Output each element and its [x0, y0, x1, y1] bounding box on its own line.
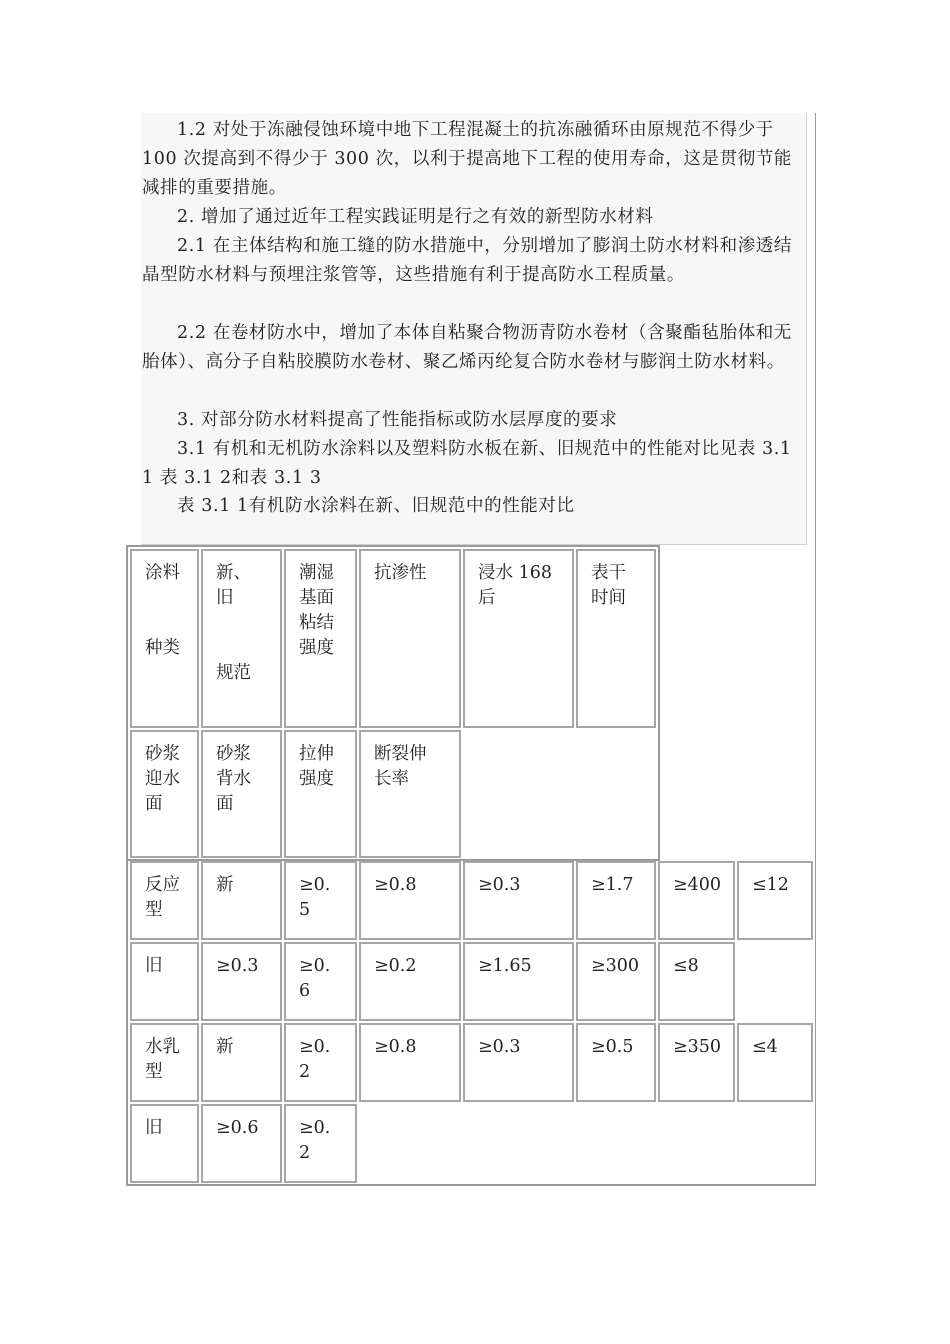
- cell-text: ≥0.2: [299, 1118, 331, 1163]
- table-cell: ≥0.8: [359, 861, 461, 940]
- header-tensile-strength: [284, 730, 357, 858]
- cell-text: ≥0.5: [299, 875, 331, 920]
- paragraph-2: 2. 增加了通过近年工程实践证明是行之有效的新型防水材料: [177, 207, 654, 227]
- table-cell: [130, 861, 199, 940]
- table-cell: ≥0.8: [359, 1023, 461, 1102]
- paragraph-3-1: 3.1 有机和无机防水涂料以及塑料防水板在新、旧规范中的性能对比见表 3.1 1 表 3.1 2和表 3.1 3: [142, 439, 792, 488]
- header-wet-bond-strength: [284, 549, 357, 728]
- table-cell: 旧: [130, 1104, 199, 1183]
- header-impermeability: 抗渗性: [359, 549, 461, 728]
- table-cell: 新: [201, 861, 282, 940]
- header-surface-dry-time: [576, 549, 656, 728]
- cell-text: ≥0.6: [299, 956, 331, 1001]
- header-elongation-at-break: [359, 730, 461, 858]
- table-cell: ≥0.3: [201, 942, 282, 1021]
- table-cell: [284, 1104, 357, 1183]
- header-coating-type: 涂料 种类: [130, 549, 199, 728]
- header-mortar-back-water-text: 砂浆背水面: [216, 744, 251, 814]
- table-cell: ≥0.3: [463, 861, 574, 940]
- header-mortar-facing-water: [130, 730, 199, 858]
- header-new-old-spec: 新、旧 规范: [201, 549, 282, 728]
- table-cell: ≥400: [658, 861, 735, 940]
- header-elongation-at-break-text: 断裂伸长率: [374, 744, 427, 789]
- table-cell: ≤4: [737, 1023, 813, 1102]
- cell-text: ≥0.2: [299, 1037, 331, 1082]
- paragraph-2-2: 2.2 在卷材防水中，增加了本体自粘聚合物沥青防水卷材（含聚酯毡胎体和无胎体）、高分子自粘胶膜防水卷材、聚乙烯丙纶复合防水卷材与膨润土防水材料。: [142, 323, 792, 372]
- table-cell: ≥0.3: [463, 1023, 574, 1102]
- table-caption: 表 3.1 1有机防水涂料在新、旧规范中的性能对比: [177, 496, 575, 516]
- table-cell: [284, 1023, 357, 1102]
- table-cell: ≥0.5: [576, 1023, 656, 1102]
- header-tensile-strength-text: 拉伸强度: [299, 744, 334, 789]
- header-mortar-facing-water-text: 砂浆迎水面: [145, 744, 180, 814]
- cell-text: 反应型: [145, 875, 180, 920]
- table-cell: ≥0.2: [359, 942, 461, 1021]
- table-cell: ≥0.6: [201, 1104, 282, 1183]
- table-cell: [284, 861, 357, 940]
- table-cell: ≥300: [576, 942, 656, 1021]
- table-cell: ≥1.7: [576, 861, 656, 940]
- table-cell: ≤8: [658, 942, 735, 1021]
- cell-text: 水乳型: [145, 1037, 180, 1082]
- table-cell: [284, 942, 357, 1021]
- table-cell: 新: [201, 1023, 282, 1102]
- paragraph-2-1: 2.1 在主体结构和施工缝的防水措施中，分别增加了膨润土防水材料和渗透结晶型防水材料与预埋注浆管等，这些措施有利于提高防水工程质量。: [142, 236, 792, 285]
- header-mortar-back-water: [201, 730, 282, 858]
- table-cell: [130, 1023, 199, 1102]
- header-wet-bond-strength-text: 潮湿基面粘结强度: [299, 563, 334, 658]
- table-cell: 旧: [130, 942, 199, 1021]
- table-cell: ≥1.65: [463, 942, 574, 1021]
- header-immersion-168-text: 浸水 168后: [478, 563, 552, 608]
- paragraph-1-2: 1.2 对处于冻融侵蚀环境中地下工程混凝土的抗冻融循环由原规范不得少于 100 次提高到不得少于 300 次，以利于提高地下工程的使用寿命，这是贯彻节能减排的重要措施。: [142, 120, 792, 198]
- table-cell: ≥350: [658, 1023, 735, 1102]
- header-immersion-168: [463, 549, 574, 728]
- table-cell: ≤12: [737, 861, 813, 940]
- header-surface-dry-time-text: 表干时间: [591, 563, 626, 608]
- paragraph-3: 3. 对部分防水材料提高了性能指标或防水层厚度的要求: [177, 410, 618, 430]
